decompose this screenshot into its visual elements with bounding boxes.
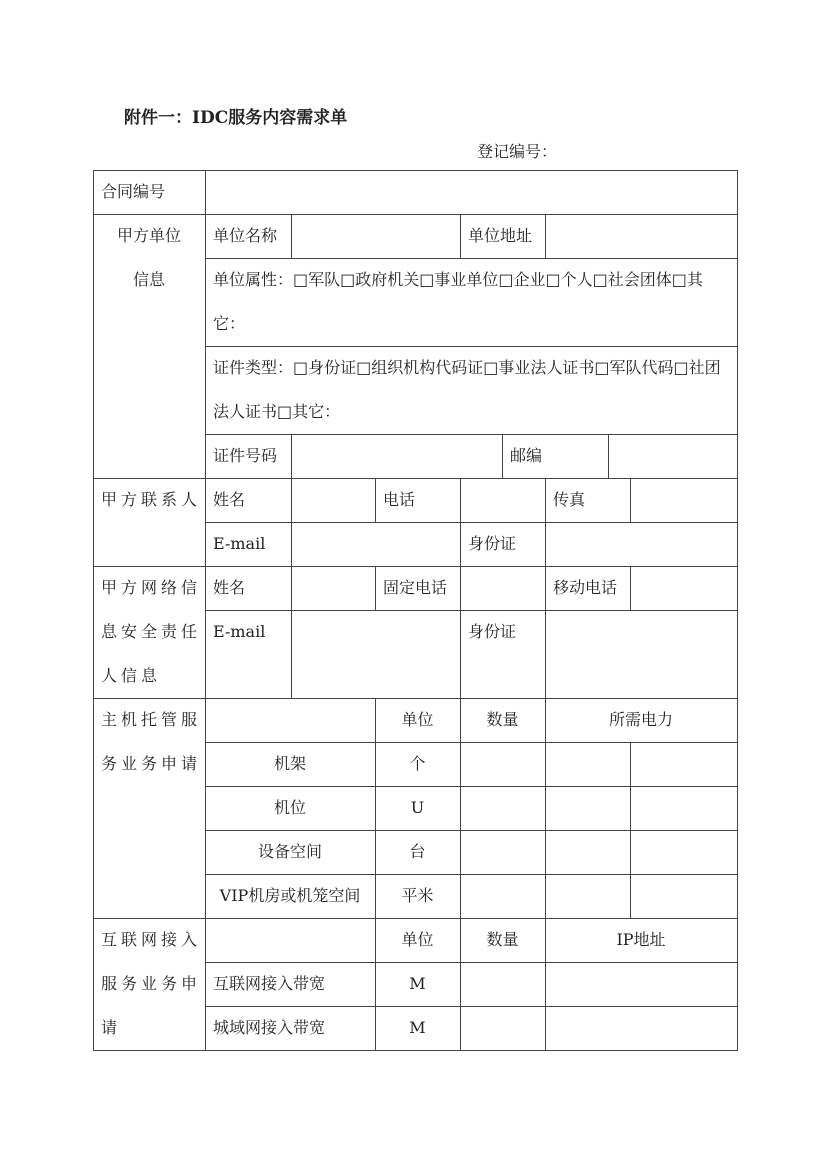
hosting-row-power-b[interactable]	[630, 830, 738, 875]
hosting-row-unit: 平米	[375, 874, 461, 919]
hosting-row-power-b[interactable]	[630, 742, 738, 787]
internet-row-quantity[interactable]	[460, 962, 546, 1007]
field-contract-no[interactable]	[205, 170, 738, 215]
hosting-row-item: 机架	[205, 742, 376, 787]
field-contact-phone[interactable]	[460, 478, 546, 523]
unit-type-checkboxes: 单位属性：□军队□政府机关□事业单位□企业□个人□社会团体□其它：	[205, 258, 738, 347]
internet-row-unit: M	[375, 1006, 461, 1051]
hosting-row-power-b[interactable]	[630, 874, 738, 919]
label-security-officer: 甲方网络信息安全责任人信息	[93, 566, 206, 699]
internet-row-ip[interactable]	[545, 962, 738, 1007]
internet-header-blank[interactable]	[205, 918, 376, 963]
label-contact: 甲方联系人	[93, 478, 206, 567]
hosting-row-power-a[interactable]	[545, 874, 631, 919]
label-officer-landline: 固定电话	[375, 566, 461, 611]
field-contact-fax[interactable]	[630, 478, 738, 523]
field-contact-email[interactable]	[291, 522, 461, 567]
hosting-header-unit: 单位	[375, 698, 461, 743]
internet-header-ip: IP地址	[545, 918, 738, 963]
label-contact-id: 身份证	[460, 522, 546, 567]
field-contact-id[interactable]	[545, 522, 738, 567]
hosting-row-quantity[interactable]	[460, 874, 546, 919]
cert-type-checkboxes: 证件类型：□身份证□组织机构代码证□事业法人证书□军队代码□社团法人证书□其它：	[205, 346, 738, 435]
hosting-row-quantity[interactable]	[460, 786, 546, 831]
internet-header-unit: 单位	[375, 918, 461, 963]
hosting-row-power-a[interactable]	[545, 830, 631, 875]
hosting-row-unit: U	[375, 786, 461, 831]
label-contact-name: 姓名	[205, 478, 292, 523]
hosting-row-unit: 个	[375, 742, 461, 787]
hosting-row-item: 设备空间	[205, 830, 376, 875]
hosting-row-power-a[interactable]	[545, 786, 631, 831]
label-officer-mobile: 移动电话	[545, 566, 631, 611]
internet-header-quantity: 数量	[460, 918, 546, 963]
label-officer-email: E-mail	[205, 610, 292, 699]
field-officer-id[interactable]	[545, 610, 738, 699]
label-officer-id: 身份证	[460, 610, 546, 699]
label-unit-address: 单位地址	[460, 214, 546, 259]
document-title: 附件一：IDC服务内容需求单	[124, 108, 348, 128]
hosting-row-quantity[interactable]	[460, 742, 546, 787]
field-officer-mobile[interactable]	[630, 566, 738, 611]
label-contact-fax: 传真	[545, 478, 631, 523]
label-party-a-unit: 甲方单位 信息	[93, 214, 206, 479]
hosting-row-unit: 台	[375, 830, 461, 875]
hosting-row-item: VIP机房或机笼空间	[205, 874, 376, 919]
registration-number-label: 登记编号：	[477, 142, 558, 161]
internet-row-quantity[interactable]	[460, 1006, 546, 1051]
label-officer-name: 姓名	[205, 566, 292, 611]
label-unit-name: 单位名称	[205, 214, 292, 259]
hosting-header-power: 所需电力	[545, 698, 738, 743]
label-hosting: 主机托管服务业务申请	[93, 698, 206, 919]
hosting-row-item: 机位	[205, 786, 376, 831]
field-contact-name[interactable]	[291, 478, 376, 523]
label-contract-no: 合同编号	[93, 170, 206, 215]
internet-row-unit: M	[375, 962, 461, 1007]
label-postcode: 邮编	[502, 434, 609, 479]
field-officer-name[interactable]	[291, 566, 376, 611]
field-cert-no[interactable]	[291, 434, 503, 479]
field-unit-name[interactable]	[291, 214, 461, 259]
field-postcode[interactable]	[608, 434, 738, 479]
label-internet: 互联网接入服务业务申请	[93, 918, 206, 1051]
field-officer-landline[interactable]	[460, 566, 546, 611]
label-cert-no: 证件号码	[205, 434, 292, 479]
requirement-form-table	[93, 170, 737, 1050]
internet-row-item: 互联网接入带宽	[205, 962, 376, 1007]
hosting-row-power-a[interactable]	[545, 742, 631, 787]
hosting-row-power-b[interactable]	[630, 786, 738, 831]
internet-row-item: 城域网接入带宽	[205, 1006, 376, 1051]
field-officer-email[interactable]	[291, 610, 461, 699]
label-contact-email: E-mail	[205, 522, 292, 567]
hosting-header-blank[interactable]	[205, 698, 376, 743]
internet-row-ip[interactable]	[545, 1006, 738, 1051]
hosting-row-quantity[interactable]	[460, 830, 546, 875]
label-contact-phone: 电话	[375, 478, 461, 523]
field-unit-address[interactable]	[545, 214, 738, 259]
hosting-header-quantity: 数量	[460, 698, 546, 743]
